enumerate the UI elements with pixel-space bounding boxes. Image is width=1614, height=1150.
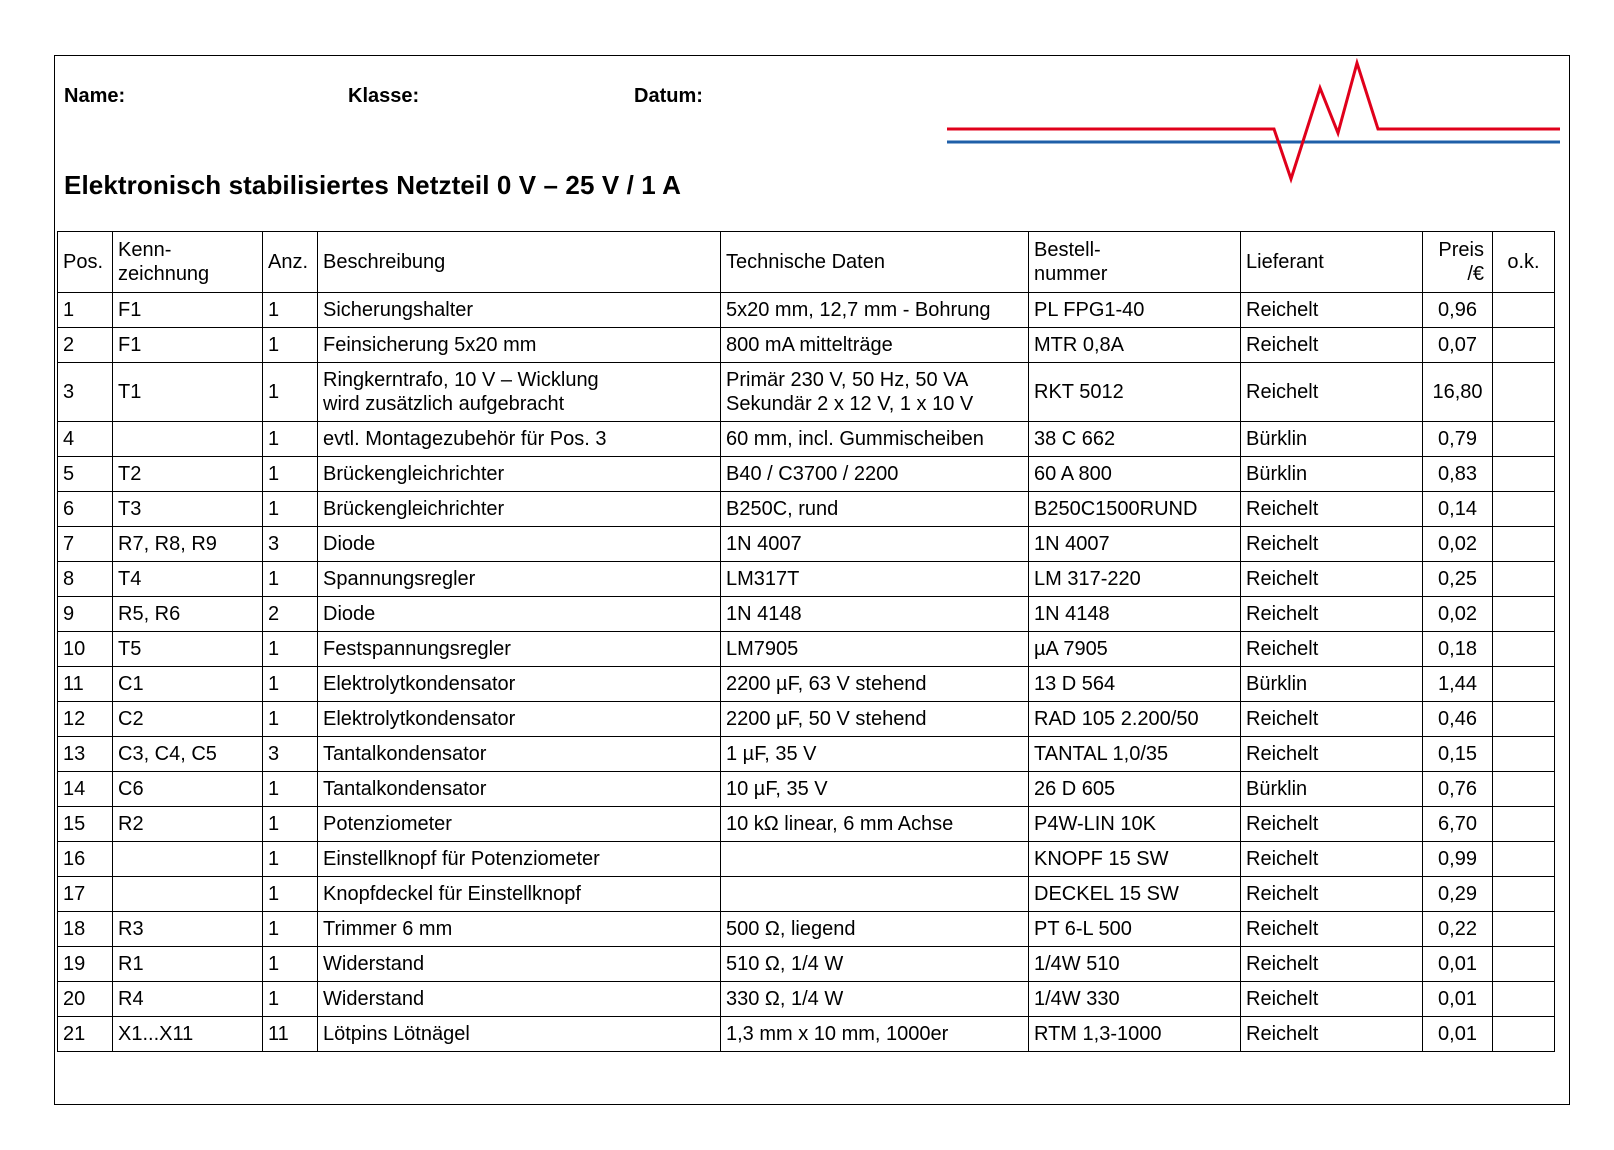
table-row bbox=[58, 363, 1555, 422]
cell-ok bbox=[1493, 457, 1555, 492]
cell-kz: R3 bbox=[113, 912, 263, 947]
table-row bbox=[58, 597, 1555, 632]
cell-pos: 21 bbox=[58, 1017, 113, 1052]
cell-beschreibung: Lötpins Lötnägel bbox=[318, 1017, 721, 1052]
cell-preis: 0,01 bbox=[1423, 1017, 1493, 1052]
cell-lieferant: Reichelt bbox=[1241, 363, 1423, 422]
cell-technik: 330 Ω, 1/4 W bbox=[721, 982, 1029, 1017]
cell-beschreibung: Feinsicherung 5x20 mm bbox=[318, 328, 721, 363]
cell-anz: 1 bbox=[263, 293, 318, 328]
cell-preis: 0,15 bbox=[1423, 737, 1493, 772]
cell-anz: 1 bbox=[263, 807, 318, 842]
table-row bbox=[58, 807, 1555, 842]
cell-bestell: 38 C 662 bbox=[1029, 422, 1241, 457]
cell-anz: 1 bbox=[263, 702, 318, 737]
cell-lieferant: Reichelt bbox=[1241, 328, 1423, 363]
cell-ok bbox=[1493, 912, 1555, 947]
cell-technik: 510 Ω, 1/4 W bbox=[721, 947, 1029, 982]
cell-beschreibung: Widerstand bbox=[318, 947, 721, 982]
cell-beschreibung: Trimmer 6 mm bbox=[318, 912, 721, 947]
cell-preis: 0,22 bbox=[1423, 912, 1493, 947]
cell-preis: 0,01 bbox=[1423, 982, 1493, 1017]
cell-beschreibung: Widerstand bbox=[318, 982, 721, 1017]
cell-preis: 16,80 bbox=[1423, 363, 1493, 422]
parts-table-body bbox=[58, 293, 1555, 1052]
cell-ok bbox=[1493, 492, 1555, 527]
cell-ok bbox=[1493, 632, 1555, 667]
cell-beschreibung: evtl. Montagezubehör für Pos. 3 bbox=[318, 422, 721, 457]
cell-lieferant: Bürklin bbox=[1241, 667, 1423, 702]
cell-bestell: MTR 0,8A bbox=[1029, 328, 1241, 363]
cell-technik bbox=[721, 842, 1029, 877]
col-header-ok: o.k. bbox=[1493, 232, 1555, 293]
cell-technik: Primär 230 V, 50 Hz, 50 VA Sekundär 2 x 12 V, 1 x 10 V bbox=[721, 363, 1029, 422]
cell-beschreibung: Spannungsregler bbox=[318, 562, 721, 597]
cell-lieferant: Bürklin bbox=[1241, 422, 1423, 457]
cell-bestell: RKT 5012 bbox=[1029, 363, 1241, 422]
cell-kz: R4 bbox=[113, 982, 263, 1017]
cell-anz: 1 bbox=[263, 363, 318, 422]
table-row bbox=[58, 947, 1555, 982]
cell-pos: 10 bbox=[58, 632, 113, 667]
cell-lieferant: Reichelt bbox=[1241, 1017, 1423, 1052]
cell-beschreibung: Knopfdeckel für Einstellknopf bbox=[318, 877, 721, 912]
cell-preis: 0,76 bbox=[1423, 772, 1493, 807]
cell-bestell: B250C1500RUND bbox=[1029, 492, 1241, 527]
table-row bbox=[58, 422, 1555, 457]
table-row bbox=[58, 737, 1555, 772]
cell-pos: 5 bbox=[58, 457, 113, 492]
cell-ok bbox=[1493, 877, 1555, 912]
cell-kz: C2 bbox=[113, 702, 263, 737]
cell-preis: 0,96 bbox=[1423, 293, 1493, 328]
cell-lieferant: Bürklin bbox=[1241, 772, 1423, 807]
logo-red-signal bbox=[947, 63, 1560, 179]
cell-pos: 15 bbox=[58, 807, 113, 842]
cell-ok bbox=[1493, 982, 1555, 1017]
cell-anz: 1 bbox=[263, 982, 318, 1017]
cell-anz: 1 bbox=[263, 877, 318, 912]
table-row bbox=[58, 527, 1555, 562]
table-row bbox=[58, 457, 1555, 492]
cell-bestell: DECKEL 15 SW bbox=[1029, 877, 1241, 912]
cell-lieferant: Reichelt bbox=[1241, 947, 1423, 982]
cell-lieferant: Reichelt bbox=[1241, 293, 1423, 328]
cell-bestell: 60 A 800 bbox=[1029, 457, 1241, 492]
cell-beschreibung: Potenziometer bbox=[318, 807, 721, 842]
cell-beschreibung: Diode bbox=[318, 527, 721, 562]
cell-pos: 18 bbox=[58, 912, 113, 947]
col-header-preis: Preis /€ bbox=[1423, 232, 1493, 293]
cell-bestell: LM 317-220 bbox=[1029, 562, 1241, 597]
cell-bestell: µA 7905 bbox=[1029, 632, 1241, 667]
cell-preis: 0,83 bbox=[1423, 457, 1493, 492]
cell-kz: T1 bbox=[113, 363, 263, 422]
cell-ok bbox=[1493, 772, 1555, 807]
cell-kz: F1 bbox=[113, 293, 263, 328]
cell-ok bbox=[1493, 527, 1555, 562]
cell-lieferant: Reichelt bbox=[1241, 702, 1423, 737]
cell-pos: 11 bbox=[58, 667, 113, 702]
cell-anz: 1 bbox=[263, 422, 318, 457]
table-row bbox=[58, 877, 1555, 912]
cell-anz: 1 bbox=[263, 947, 318, 982]
cell-beschreibung: Tantalkondensator bbox=[318, 737, 721, 772]
cell-anz: 1 bbox=[263, 632, 318, 667]
cell-anz: 1 bbox=[263, 912, 318, 947]
cell-preis: 0,02 bbox=[1423, 527, 1493, 562]
cell-ok bbox=[1493, 597, 1555, 632]
cell-ok bbox=[1493, 293, 1555, 328]
table-header-row bbox=[58, 232, 1555, 293]
cell-pos: 8 bbox=[58, 562, 113, 597]
col-header-pos: Pos. bbox=[58, 232, 113, 293]
class-label: Klasse: bbox=[348, 85, 420, 107]
cell-pos: 6 bbox=[58, 492, 113, 527]
col-header-lieferant: Lieferant bbox=[1241, 232, 1423, 293]
cell-kz: C1 bbox=[113, 667, 263, 702]
cell-bestell: PT 6-L 500 bbox=[1029, 912, 1241, 947]
cell-pos: 13 bbox=[58, 737, 113, 772]
cell-ok bbox=[1493, 363, 1555, 422]
cell-kz: R5, R6 bbox=[113, 597, 263, 632]
cell-lieferant: Reichelt bbox=[1241, 632, 1423, 667]
cell-technik: B250C, rund bbox=[721, 492, 1029, 527]
cell-bestell: 1/4W 330 bbox=[1029, 982, 1241, 1017]
cell-ok bbox=[1493, 562, 1555, 597]
cell-preis: 0,99 bbox=[1423, 842, 1493, 877]
cell-lieferant: Reichelt bbox=[1241, 842, 1423, 877]
cell-pos: 14 bbox=[58, 772, 113, 807]
cell-lieferant: Reichelt bbox=[1241, 737, 1423, 772]
page-title: Elektronisch stabilisiertes Netzteil 0 V – 25 V / 1 A bbox=[64, 170, 682, 200]
cell-technik: LM317T bbox=[721, 562, 1029, 597]
cell-lieferant: Reichelt bbox=[1241, 807, 1423, 842]
cell-anz: 1 bbox=[263, 328, 318, 363]
cell-pos: 12 bbox=[58, 702, 113, 737]
cell-anz: 11 bbox=[263, 1017, 318, 1052]
cell-beschreibung: Sicherungshalter bbox=[318, 293, 721, 328]
cell-preis: 0,07 bbox=[1423, 328, 1493, 363]
cell-preis: 0,01 bbox=[1423, 947, 1493, 982]
cell-technik bbox=[721, 877, 1029, 912]
cell-anz: 1 bbox=[263, 457, 318, 492]
cell-kz: X1...X11 bbox=[113, 1017, 263, 1052]
cell-ok bbox=[1493, 947, 1555, 982]
cell-bestell: RAD 105 2.200/50 bbox=[1029, 702, 1241, 737]
cell-lieferant: Reichelt bbox=[1241, 877, 1423, 912]
cell-technik: 60 mm, incl. Gummischeiben bbox=[721, 422, 1029, 457]
cell-preis: 0,46 bbox=[1423, 702, 1493, 737]
cell-technik: 10 kΩ linear, 6 mm Achse bbox=[721, 807, 1029, 842]
cell-pos: 7 bbox=[58, 527, 113, 562]
table-row bbox=[58, 328, 1555, 363]
cell-bestell: 1N 4148 bbox=[1029, 597, 1241, 632]
cell-ok bbox=[1493, 842, 1555, 877]
cell-pos: 19 bbox=[58, 947, 113, 982]
cell-technik: 1,3 mm x 10 mm, 1000er bbox=[721, 1017, 1029, 1052]
cell-preis: 0,29 bbox=[1423, 877, 1493, 912]
cell-kz: R2 bbox=[113, 807, 263, 842]
cell-kz: T2 bbox=[113, 457, 263, 492]
cell-technik: 2200 µF, 50 V stehend bbox=[721, 702, 1029, 737]
table-row bbox=[58, 492, 1555, 527]
cell-pos: 20 bbox=[58, 982, 113, 1017]
cell-anz: 1 bbox=[263, 667, 318, 702]
cell-beschreibung: Diode bbox=[318, 597, 721, 632]
cell-ok bbox=[1493, 328, 1555, 363]
table-row bbox=[58, 702, 1555, 737]
cell-bestell: P4W-LIN 10K bbox=[1029, 807, 1241, 842]
cell-pos: 17 bbox=[58, 877, 113, 912]
table-row bbox=[58, 667, 1555, 702]
cell-beschreibung: Festspannungsregler bbox=[318, 632, 721, 667]
cell-beschreibung: Brückengleichrichter bbox=[318, 457, 721, 492]
cell-technik: 10 µF, 35 V bbox=[721, 772, 1029, 807]
cell-beschreibung: Ringkerntrafo, 10 V – Wicklung wird zusätzlich aufgebracht bbox=[318, 363, 721, 422]
cell-beschreibung: Tantalkondensator bbox=[318, 772, 721, 807]
cell-technik: 500 Ω, liegend bbox=[721, 912, 1029, 947]
cell-lieferant: Reichelt bbox=[1241, 492, 1423, 527]
cell-kz: R1 bbox=[113, 947, 263, 982]
cell-pos: 9 bbox=[58, 597, 113, 632]
col-header-beschreibung: Beschreibung bbox=[318, 232, 721, 293]
cell-pos: 16 bbox=[58, 842, 113, 877]
cell-technik: 1N 4148 bbox=[721, 597, 1029, 632]
cell-bestell: RTM 1,3-1000 bbox=[1029, 1017, 1241, 1052]
cell-kz: T5 bbox=[113, 632, 263, 667]
cell-technik: 1N 4007 bbox=[721, 527, 1029, 562]
cell-technik: 800 mA mittelträge bbox=[721, 328, 1029, 363]
table-row bbox=[58, 1017, 1555, 1052]
cell-technik: LM7905 bbox=[721, 632, 1029, 667]
col-header-kennzeichnung: Kenn- zeichnung bbox=[113, 232, 263, 293]
cell-technik: 2200 µF, 63 V stehend bbox=[721, 667, 1029, 702]
cell-anz: 2 bbox=[263, 597, 318, 632]
cell-bestell: 26 D 605 bbox=[1029, 772, 1241, 807]
cell-ok bbox=[1493, 667, 1555, 702]
signal-wave-logo bbox=[947, 58, 1567, 188]
cell-pos: 2 bbox=[58, 328, 113, 363]
cell-kz: T3 bbox=[113, 492, 263, 527]
cell-pos: 1 bbox=[58, 293, 113, 328]
cell-bestell: PL FPG1-40 bbox=[1029, 293, 1241, 328]
cell-technik: B40 / C3700 / 2200 bbox=[721, 457, 1029, 492]
cell-preis: 0,02 bbox=[1423, 597, 1493, 632]
cell-kz bbox=[113, 877, 263, 912]
cell-ok bbox=[1493, 737, 1555, 772]
cell-preis: 1,44 bbox=[1423, 667, 1493, 702]
parts-table bbox=[57, 231, 1555, 1052]
cell-preis: 0,14 bbox=[1423, 492, 1493, 527]
cell-anz: 1 bbox=[263, 772, 318, 807]
cell-bestell: TANTAL 1,0/35 bbox=[1029, 737, 1241, 772]
cell-kz: C3, C4, C5 bbox=[113, 737, 263, 772]
table-row bbox=[58, 632, 1555, 667]
cell-ok bbox=[1493, 702, 1555, 737]
cell-lieferant: Reichelt bbox=[1241, 982, 1423, 1017]
cell-preis: 0,79 bbox=[1423, 422, 1493, 457]
cell-preis: 0,18 bbox=[1423, 632, 1493, 667]
cell-beschreibung: Brückengleichrichter bbox=[318, 492, 721, 527]
table-row bbox=[58, 293, 1555, 328]
cell-lieferant: Reichelt bbox=[1241, 527, 1423, 562]
name-label: Name: bbox=[64, 85, 126, 107]
col-header-technische-daten: Technische Daten bbox=[721, 232, 1029, 293]
cell-anz: 3 bbox=[263, 737, 318, 772]
cell-kz: R7, R8, R9 bbox=[113, 527, 263, 562]
cell-kz: C6 bbox=[113, 772, 263, 807]
cell-preis: 0,25 bbox=[1423, 562, 1493, 597]
cell-bestell: 13 D 564 bbox=[1029, 667, 1241, 702]
cell-beschreibung: Elektrolytkondensator bbox=[318, 702, 721, 737]
cell-beschreibung: Elektrolytkondensator bbox=[318, 667, 721, 702]
cell-pos: 3 bbox=[58, 363, 113, 422]
table-row bbox=[58, 772, 1555, 807]
table-row bbox=[58, 562, 1555, 597]
cell-anz: 1 bbox=[263, 562, 318, 597]
cell-anz: 1 bbox=[263, 492, 318, 527]
cell-kz: F1 bbox=[113, 328, 263, 363]
cell-kz: T4 bbox=[113, 562, 263, 597]
cell-kz bbox=[113, 422, 263, 457]
cell-lieferant: Reichelt bbox=[1241, 912, 1423, 947]
cell-anz: 1 bbox=[263, 842, 318, 877]
cell-preis: 6,70 bbox=[1423, 807, 1493, 842]
cell-lieferant: Reichelt bbox=[1241, 562, 1423, 597]
cell-technik: 5x20 mm, 12,7 mm - Bohrung bbox=[721, 293, 1029, 328]
cell-bestell: KNOPF 15 SW bbox=[1029, 842, 1241, 877]
cell-ok bbox=[1493, 422, 1555, 457]
cell-pos: 4 bbox=[58, 422, 113, 457]
cell-beschreibung: Einstellknopf für Potenziometer bbox=[318, 842, 721, 877]
cell-bestell: 1N 4007 bbox=[1029, 527, 1241, 562]
table-row bbox=[58, 912, 1555, 947]
date-label: Datum: bbox=[634, 85, 703, 107]
cell-technik: 1 µF, 35 V bbox=[721, 737, 1029, 772]
col-header-bestellnummer: Bestell- nummer bbox=[1029, 232, 1241, 293]
table-row bbox=[58, 982, 1555, 1017]
cell-ok bbox=[1493, 807, 1555, 842]
col-header-anzahl: Anz. bbox=[263, 232, 318, 293]
cell-anz: 3 bbox=[263, 527, 318, 562]
cell-bestell: 1/4W 510 bbox=[1029, 947, 1241, 982]
cell-ok bbox=[1493, 1017, 1555, 1052]
cell-lieferant: Bürklin bbox=[1241, 457, 1423, 492]
table-row bbox=[58, 842, 1555, 877]
cell-lieferant: Reichelt bbox=[1241, 597, 1423, 632]
cell-kz bbox=[113, 842, 263, 877]
